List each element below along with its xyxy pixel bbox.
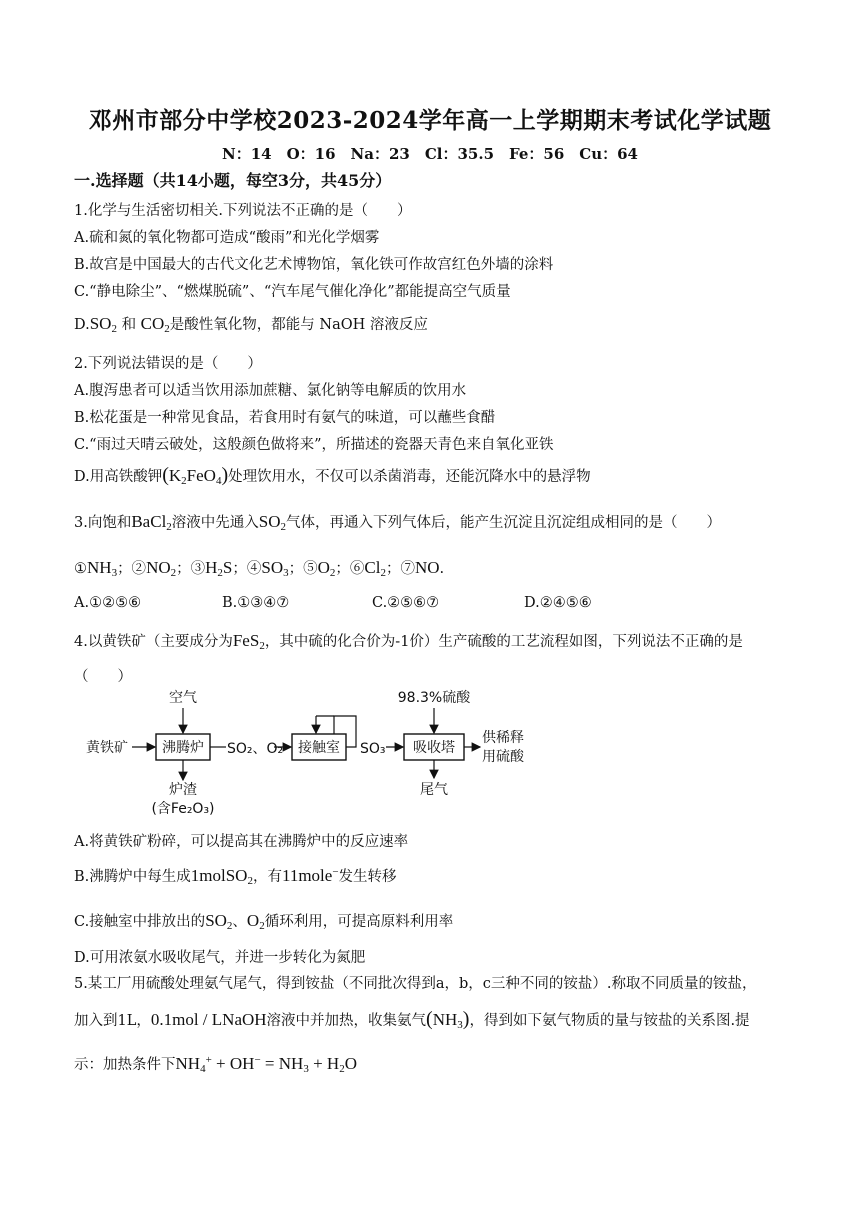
q1-option-b: B.故宫是中国最大的古代文化艺术博物馆，氧化铁可作故宫红色外墙的涂料 bbox=[74, 257, 554, 273]
slag-note: (含Fe₂O₃) bbox=[151, 801, 215, 817]
q4-stem-paren: （ ） bbox=[74, 669, 132, 685]
contact-chamber-label: 接触室 bbox=[298, 740, 340, 756]
q4-option-d: D.可用浓氨水吸收尾气，并进一步转化为氮肥 bbox=[74, 950, 366, 966]
atomic-masses: N：14 O：16 Na：23 Cl：35.5 Fe：56 Cu：64 bbox=[222, 145, 638, 163]
so3-label: SO₃ bbox=[360, 741, 386, 757]
furnace-label: 沸腾炉 bbox=[162, 740, 204, 756]
q1-option-d: $D.SO_2$ 和 $CO_2$是酸性氧化物，都能与 NaOH 溶液反应 bbox=[74, 314, 428, 335]
so2-o2-label: SO₂、O₂ bbox=[227, 741, 284, 757]
q1-stem: 1.化学与生活密切相关.下列说法不正确的是（ ） bbox=[74, 203, 412, 219]
pyrite-label: 黄铁矿 bbox=[86, 740, 128, 756]
q4-option-b: B.沸腾炉中每生成1molSO$_2$，有11mole−发生转移 bbox=[74, 866, 397, 887]
output-label-1: 供稀释 bbox=[482, 730, 524, 746]
q1-option-c: C.“静电除尘”、“燃煤脱硫”、“汽车尾气催化净化”都能提高空气质量 bbox=[74, 284, 511, 300]
absorber-label: 吸收塔 bbox=[413, 740, 455, 756]
process-flow-diagram bbox=[84, 688, 544, 820]
q3-option-a: A.①②⑤⑥ bbox=[74, 595, 142, 611]
q2-option-a: A.腹泻患者可以适当饮用添加蔗糖、氯化钠等电解质的饮用水 bbox=[74, 383, 467, 399]
q5-line-2: 加入到1L，0.1mol / LNaOH溶液中并加热，收集氨气$(NH_3)$，得到如下氨气物质的量与铵盐的关系图.提 bbox=[74, 1008, 750, 1031]
q3-option-c: C.②⑤⑥⑦ bbox=[372, 595, 440, 611]
tail-gas-label: 尾气 bbox=[420, 782, 448, 798]
q5-line-3: 示：加热条件下$NH_4^+ + OH^- = NH_3 + H_2O$ bbox=[74, 1054, 357, 1075]
section-heading: 一.选择题（共14小题，每空3分，共45分） bbox=[74, 171, 392, 190]
output-label-2: 用硫酸 bbox=[482, 749, 524, 765]
acid-label: 98.3%硫酸 bbox=[397, 690, 471, 706]
q1-option-a: A.硫和氮的氧化物都可造成“酸雨”和光化学烟雾 bbox=[74, 230, 380, 246]
q5-line-1: 5.某工厂用硫酸处理氨气尾气，得到铵盐（不同批次得到a，b，c三种不同的铵盐）.称取不同质量的铵盐， bbox=[74, 976, 757, 992]
q3-option-d: D.②④⑤⑥ bbox=[524, 595, 592, 611]
q4-option-c: C.接触室中排放出的$SO_2$、$O_2$循环利用，可提高原料利用率 bbox=[74, 911, 454, 932]
slag-label: 炉渣 bbox=[169, 782, 197, 798]
q2-option-c: C.“雨过天晴云破处，这般颜色做将来”，所描述的瓷器天青色来自氧化亚铁 bbox=[74, 437, 554, 453]
q2-stem: 2.下列说法错误的是（ ） bbox=[74, 356, 262, 372]
q2-option-d: D.用高铁酸钾$(K_2FeO_4)$处理饮用水，不仅可以杀菌消毒，还能沉降水中的悬浮物 bbox=[74, 464, 591, 487]
q4-stem: 4.以黄铁矿（主要成分为FeS$_2$，其中硫的化合价为-1价）生产硫酸的工艺流程如图，下列说法不正确的是 bbox=[74, 631, 743, 652]
exam-title: 邓州市部分中学校2023-2024学年高一上学期期末考试化学试题 bbox=[88, 107, 772, 134]
q4-option-a: A.将黄铁矿粉碎，可以提高其在沸腾炉中的反应速率 bbox=[74, 834, 409, 850]
q3-stem: 3.向饱和BaCl$_2$溶液中先通入$SO_2$气体，再通入下列气体后，能产生沉淀且沉淀组成相同的是（ ） bbox=[74, 512, 722, 533]
q2-option-b: B.松花蛋是一种常见食品，若食用时有氨气的味道，可以蘸些食醋 bbox=[74, 410, 496, 426]
air-label: 空气 bbox=[169, 690, 197, 706]
q3-gas-list: $①NH_3$；$②NO_2$；$③H_2S$；$④SO_3$；$⑤O_2$；$⑥Cl_2$；⑦NO. bbox=[74, 558, 445, 579]
q3-option-b: B.①③④⑦ bbox=[222, 595, 290, 611]
